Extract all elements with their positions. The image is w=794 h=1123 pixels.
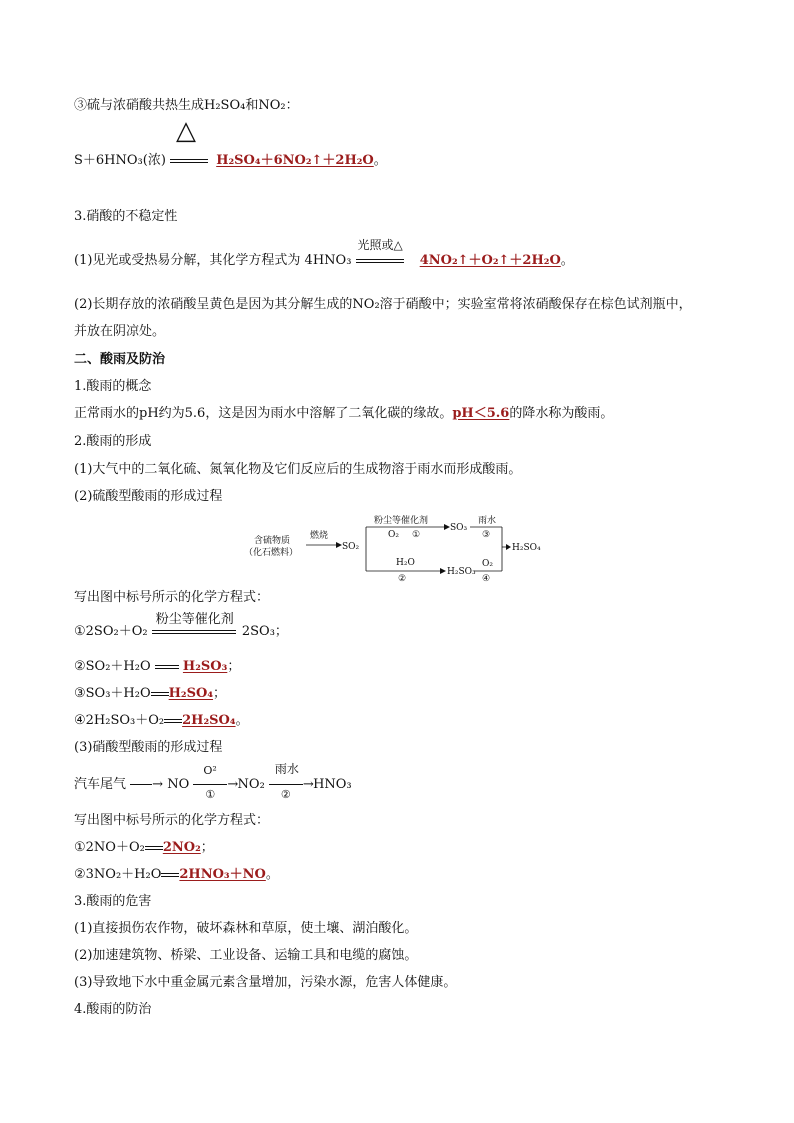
paragraph: (1)大气中的二氧化硫、氮氧化物及它们反应后的生成物溶于雨水而形成酸雨。 bbox=[74, 462, 522, 477]
eq-right: 2SO₃； bbox=[241, 624, 288, 639]
text: 的降水称为酸雨。 bbox=[509, 406, 614, 421]
o2-condition: O² bbox=[203, 764, 217, 777]
equation-3 bbox=[74, 685, 226, 703]
eq-left: S＋6HNO₃(浓) bbox=[74, 153, 166, 168]
paragraph: (3)导致地下水中重金属元素含量增加，污染水源，危害人体健康。 bbox=[74, 975, 457, 990]
no2-node: NO₂ bbox=[237, 777, 265, 792]
answer: 2NO₂ bbox=[162, 840, 201, 855]
subheading: 2.酸雨的形成 bbox=[74, 434, 152, 449]
step-1: ① bbox=[205, 788, 216, 801]
sulfur-line: ③硫与浓硝酸共热生成H₂SO₄和NO₂： bbox=[74, 98, 299, 113]
so2-node: SO₂ bbox=[342, 542, 360, 552]
nitric-equation-1 bbox=[74, 839, 214, 857]
paragraph bbox=[74, 405, 613, 423]
paragraph: 并放在阴凉处。 bbox=[74, 324, 166, 339]
o2-label: O₂ bbox=[388, 530, 399, 540]
equals-sign bbox=[161, 868, 179, 882]
heat-condition: △ bbox=[176, 116, 197, 146]
burn-label: 燃烧 bbox=[310, 531, 329, 541]
paragraph: (1)直接损伤农作物，破坏森林和草原，使土壤、湖泊酸化。 bbox=[74, 921, 418, 936]
answer: 2H₂SO₄ bbox=[182, 713, 236, 728]
equation-2 bbox=[74, 658, 240, 676]
eq-left: ③SO₃＋H₂O bbox=[74, 686, 151, 701]
no-node: NO bbox=[167, 777, 190, 792]
source-label: 含硫物质 bbox=[254, 536, 291, 546]
h2so3-node: H₂SO₃ bbox=[447, 567, 476, 577]
equals-sign bbox=[356, 254, 404, 268]
answer: H₂SO₄ bbox=[168, 686, 214, 701]
rain-condition: 雨水 bbox=[274, 762, 299, 776]
answer: H₂SO₃ bbox=[182, 659, 228, 674]
h2so4-node: H₂SO₄ bbox=[512, 543, 541, 553]
section-title: 3.硝酸的不稳定性 bbox=[74, 209, 178, 224]
nitric-equation-2 bbox=[74, 866, 279, 884]
so3-node: SO₃ bbox=[450, 523, 468, 533]
o2-label: O₂ bbox=[482, 559, 493, 569]
eq-left: ②SO₂＋H₂O bbox=[74, 659, 151, 674]
catalyst-label: 粉尘等催化剂 bbox=[374, 516, 429, 526]
heading: 二、酸雨及防治 bbox=[74, 352, 166, 367]
step-4: ④ bbox=[482, 574, 491, 583]
answer: H₂SO₄＋6NO₂↑＋2H₂O bbox=[216, 153, 374, 168]
subheading: (3)硝酸型酸雨的形成过程 bbox=[74, 740, 223, 755]
equation-1 bbox=[74, 612, 288, 641]
sulfur-equation bbox=[74, 116, 387, 170]
decomp-equation bbox=[74, 238, 574, 270]
step-1: ① bbox=[412, 530, 421, 540]
paragraph: (2)硫酸型酸雨的形成过程 bbox=[74, 489, 223, 504]
catalyst-condition: 粉尘等催化剂 bbox=[155, 612, 234, 627]
punct: ； bbox=[227, 659, 241, 674]
subheading: 3.酸雨的危害 bbox=[74, 894, 152, 909]
step-2: ② bbox=[398, 574, 407, 583]
reversible-sign bbox=[155, 660, 179, 674]
step-3: ③ bbox=[482, 530, 491, 540]
hno3-node: HNO₃ bbox=[313, 777, 352, 792]
h2o-label: H₂O bbox=[396, 558, 415, 568]
punct: 。 bbox=[560, 253, 574, 268]
equation-4 bbox=[74, 712, 249, 730]
answer: 2HNO₃＋NO bbox=[179, 867, 266, 882]
eq-left: ②3NO₂＋H₂O bbox=[74, 867, 162, 882]
answer: pH＜5.6 bbox=[452, 406, 510, 421]
source-label: （化石燃料） bbox=[244, 548, 299, 558]
equals-sign bbox=[164, 714, 182, 728]
nitric-flow: 汽车尾气 → NO O² → ① NO₂ 雨水 → ② HNO₃ bbox=[74, 776, 352, 794]
punct: 。 bbox=[265, 867, 279, 882]
subheading: 4.酸雨的防治 bbox=[74, 1002, 152, 1017]
sulfuric-flow-diagram bbox=[240, 513, 560, 583]
paragraph: (2)加速建筑物、桥梁、工业设备、运输工具和电缆的腐蚀。 bbox=[74, 948, 418, 963]
paragraph: (2)长期存放的浓硝酸呈黄色是因为其分解生成的NO₂溶于硝酸中；实验室常将浓硝酸保存在棕色试剂瓶中， bbox=[74, 297, 692, 312]
punct: ； bbox=[200, 840, 214, 855]
eq-left: ①2NO＋O₂ bbox=[74, 840, 145, 855]
instruction: 写出图中标号所示的化学方程式： bbox=[74, 813, 270, 828]
instruction: 写出图中标号所示的化学方程式： bbox=[74, 590, 270, 605]
source-node: 汽车尾气 bbox=[74, 777, 127, 792]
equals-sign bbox=[151, 687, 169, 701]
text: 正常雨水的pH约为5.6，这是因为雨水中溶解了二氧化碳的缘故。 bbox=[74, 406, 453, 421]
eq-left: ①2SO₂＋O₂ bbox=[74, 624, 148, 639]
punct: ； bbox=[213, 686, 227, 701]
step-2: ② bbox=[280, 788, 291, 801]
eq-left: ④2H₂SO₃＋O₂ bbox=[74, 713, 165, 728]
equals-sign bbox=[152, 625, 236, 639]
equals-sign bbox=[170, 154, 208, 168]
punct: 。 bbox=[373, 153, 387, 168]
equals-sign bbox=[145, 841, 163, 855]
light-heat-condition: 光照或△ bbox=[357, 238, 403, 252]
eq-left: (1)见光或受热易分解，其化学方程式为 4HNO₃ bbox=[74, 253, 352, 268]
punct: 。 bbox=[235, 713, 249, 728]
subheading: 1.酸雨的概念 bbox=[74, 379, 152, 394]
rain-label: 雨水 bbox=[478, 516, 497, 526]
answer: 4NO₂↑＋O₂↑＋2H₂O bbox=[419, 253, 561, 268]
